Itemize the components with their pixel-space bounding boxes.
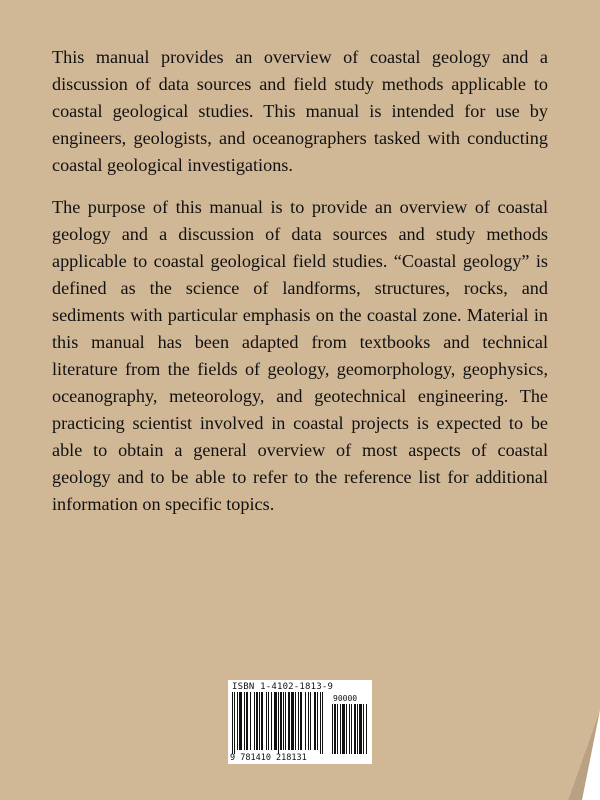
barcode-bar — [246, 692, 248, 750]
addon-bar — [351, 704, 352, 754]
barcode-bar — [250, 692, 251, 750]
addon-bar — [354, 704, 356, 754]
barcode-bar — [314, 692, 316, 750]
barcode-bar — [244, 692, 245, 750]
barcode-bar — [283, 692, 284, 750]
addon-bar — [363, 704, 364, 754]
barcode-bar — [254, 692, 255, 750]
addon-bar — [357, 704, 358, 754]
barcode-bar — [274, 692, 277, 750]
barcode-bar — [232, 692, 233, 754]
barcode-bar — [239, 692, 242, 750]
description-paragraph-1: This manual provides an overview of coastal geology and a discussion of data sources and field study methods applicable to coastal geological studies. This manual is intended for use by engineers, geologists, and oceanographers tasked with conducting coastal geological investigations. — [52, 47, 548, 175]
barcode-bar — [261, 692, 263, 750]
price-addon-code: 90000 — [333, 694, 358, 703]
barcode-bar — [322, 692, 323, 754]
barcode-bar — [266, 692, 267, 750]
barcode-bar — [295, 692, 296, 750]
barcode-bar — [285, 692, 286, 750]
barcode-bar — [280, 692, 282, 750]
barcode-bar — [234, 692, 235, 754]
barcode-bar — [256, 692, 258, 750]
barcode-bar — [317, 692, 318, 750]
ean-digits: 9 781410 218131 — [230, 753, 307, 763]
barcode-bar — [259, 692, 260, 750]
page-corner-fold — [530, 710, 600, 800]
barcode-bar — [300, 692, 302, 750]
barcode-bar — [268, 692, 269, 750]
addon-bar — [366, 704, 367, 754]
barcode-bar — [310, 692, 311, 750]
addon-bar — [342, 704, 345, 754]
addon-bar — [340, 704, 341, 754]
barcode-bar — [305, 692, 306, 750]
addon-bar — [349, 704, 350, 754]
barcode-bar — [288, 692, 290, 750]
addon-bar — [359, 704, 362, 754]
addon-bar — [332, 704, 333, 754]
addon-bar — [334, 704, 336, 754]
barcode-bar — [308, 692, 309, 750]
isbn-barcode — [228, 680, 372, 764]
isbn-label: ISBN 1-4102-1813-9 — [232, 682, 334, 692]
barcode-bar — [271, 692, 272, 750]
description-paragraph-2: The purpose of this manual is to provide an overview of coastal geology and a discussion of data sources and study methods applicable to coastal geological field studies. “Coastal geology” is defined as the science of landforms, structures, rocks, and sediments with particular emphasis on the coastal zone. Material in this manual has been adapted from textbooks and technical literature from the fields of geology, geomorphology, geophysics, oceanography, meteorology, and geotechnical engineering. The practicing scientist involved in coastal projects is expected to be able to obtain a general overview of most aspects of coastal geology and to be able to refer to the reference list for additional information on specific topics. — [52, 197, 548, 514]
barcode-bar — [291, 692, 294, 750]
barcode-bar — [320, 692, 321, 754]
barcode-bar — [278, 692, 279, 754]
addon-bar — [346, 704, 347, 754]
barcode-bar — [298, 692, 299, 750]
addon-bar — [337, 704, 338, 754]
barcode-bar — [237, 692, 238, 750]
barcode-bars — [228, 680, 372, 764]
